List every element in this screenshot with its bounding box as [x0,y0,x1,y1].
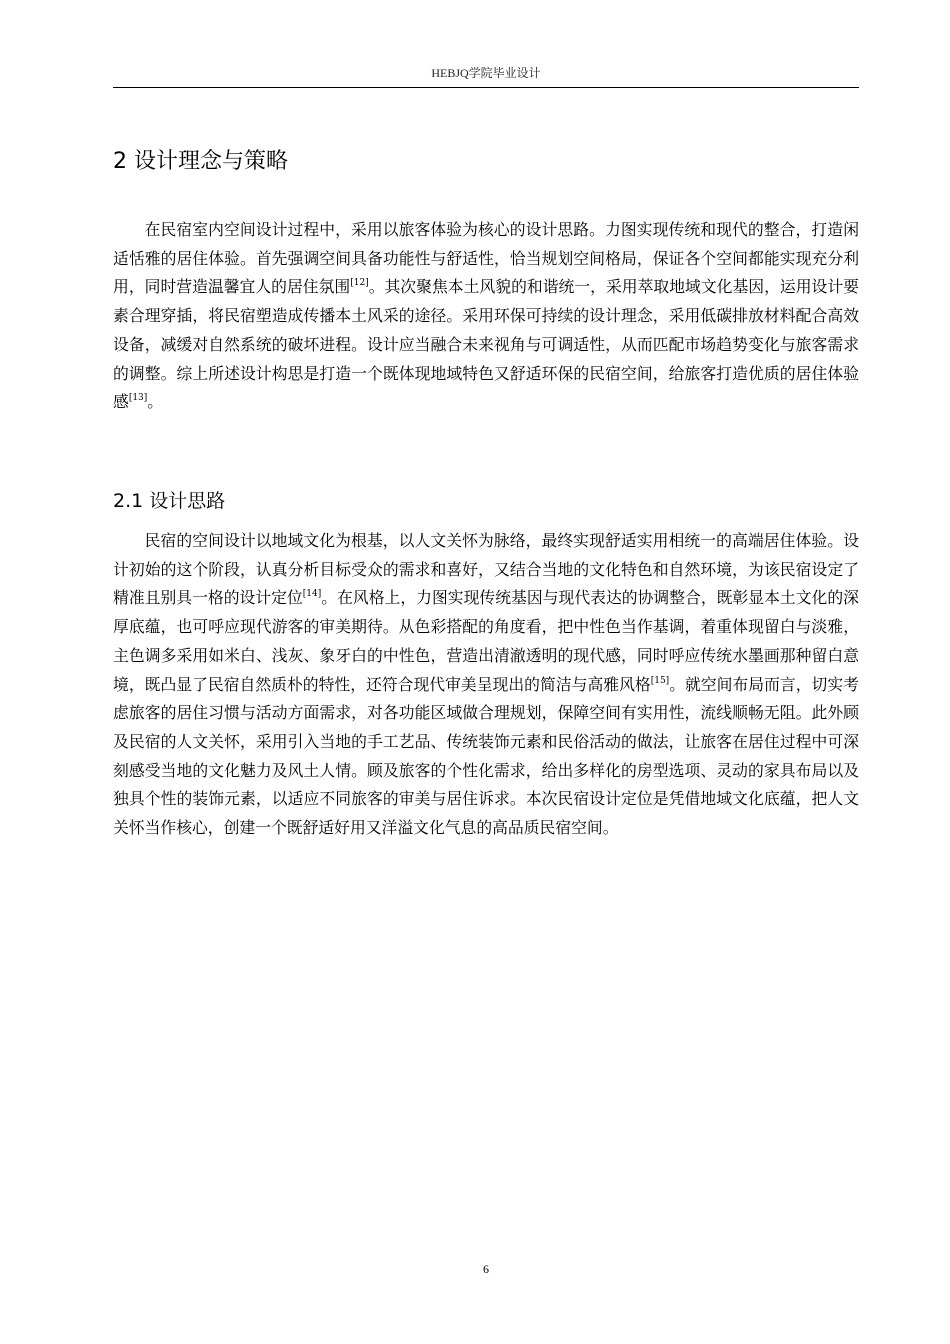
citation-13: [13] [128,393,148,404]
paragraph-text: 。在风格上，力图实现传统基因与现代表达的协调整合，既彰显本土文化的深厚底蕴，也可呼应现代游客的审美期待。从色彩搭配的角度看，把中性色当作基调，着重体现留白与淡雅，主色调多采用如米白、浅灰、象牙白的中性色，营造出清澈透明的现代感，同时呼应传统水墨画那种留白意境，既凸显了民宿自然质朴的特性，还符合现代审美呈现出的简洁与高雅风格 [113,588,859,694]
paragraph-text: 民宿的空间设计以地域文化为根基，以人文关怀为脉络，最终实现舒适实用相统一的高端居住体验。设计初始的这个阶段，认真分析目标受众的需求和喜好，又结合当地的文化特色和自然环境，为该民宿设定了精准且别具一格的设计定位 [113,531,859,608]
subsection-paragraph [113,527,859,843]
citation-12: [12] [350,278,369,289]
section-paragraph [113,216,859,417]
citation-14: [14] [302,589,322,600]
paragraph-text: 。其次聚焦本土风貌的和谐统一，采用萃取地域文化基因，运用设计要素合理穿插，将民宿塑造成传播本土风采的途径。采用环保可持续的设计理念，采用低碳排放材料配合高效设备，减缓对自然系统的破坏进程。设计应当融合未来视角与可调适性，从而匹配市场趋势变化与旅客需求的调整。综上所述设计构思是打造一个既体现地域特色又舒适环保的民宿空间，给旅客打造优质的居住体验感 [113,277,859,412]
paragraph-text: 在民宿室内空间设计过程中，采用以旅客体验为核心的设计思路。力图实现传统和现代的整合，打造闲适恬雅的居住体验。首先强调空间具备功能性与舒适性，恰当规划空间格局，保证各个空间都能实现充分利用，同时营造温馨宜人的居住氛围 [113,220,859,297]
paragraph-text: 。 [147,392,164,412]
section-heading: 2 设计理念与策略 [113,149,288,174]
subsection-heading: 2.1 设计思路 [113,490,226,512]
page-number: 6 [483,1262,489,1276]
paragraph-text: 。就空间布局而言，切实考虑旅客的居住习惯与活动方面需求，对各功能区域做合理规划，保障空间有实用性，流线顺畅无阻。此外顾及民宿的人文关怀，采用引入当地的手工艺品、传统装饰元素和民俗活动的做法，让旅客在居住过程中可深刻感受当地的文化魅力及风土人情。顾及旅客的个性化需求，给出多样化的房型选项、灵动的家具布局以及独具个性的装饰元素，以适应不同旅客的审美与居住诉求。本次民宿设计定位是凭借地域文化底蕴，把人文关怀当作核心，创建一个既舒适好用又洋溢文化气息的高品质民宿空间。 [113,674,859,838]
page-header: HEBJQ学院毕业设计 [431,66,541,80]
citation-15: [15] [650,675,670,686]
header-divider [113,87,859,88]
